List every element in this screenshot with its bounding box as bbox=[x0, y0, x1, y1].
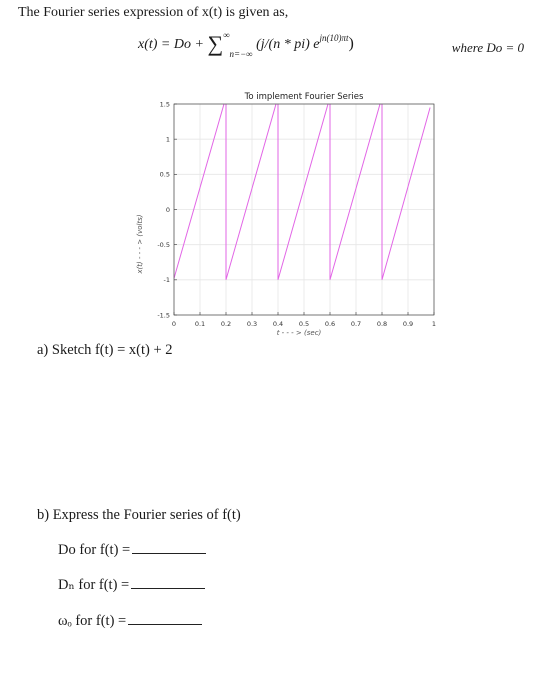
dn-answer-blank[interactable] bbox=[131, 576, 205, 589]
y-tick-label: 0.5 bbox=[159, 170, 170, 179]
x-tick-label: 0.9 bbox=[402, 320, 414, 328]
x-tick-label: 0.7 bbox=[350, 320, 362, 328]
x-tick-label: 0.3 bbox=[246, 320, 258, 328]
do-answer-line bbox=[58, 541, 206, 559]
equation-exponent: jn(10)πt bbox=[319, 33, 349, 43]
equation-lhs: x(t) = Do + bbox=[138, 37, 204, 52]
x-tick-label: 1 bbox=[431, 320, 437, 328]
x-tick-label: 0.1 bbox=[194, 320, 206, 328]
equation-term: (j/(n * pi) e bbox=[256, 37, 320, 52]
dn-label: Dₙ for f(t) = bbox=[58, 577, 130, 593]
y-tick-label: -0.5 bbox=[157, 240, 170, 249]
y-tick-label: -1.5 bbox=[157, 311, 170, 320]
x-tick-label: 0.6 bbox=[324, 320, 336, 328]
sum-lower-limit: n=−∞ bbox=[229, 49, 253, 59]
sum-symbol: ∑ bbox=[207, 31, 224, 56]
y-tick-label: 1.5 bbox=[159, 100, 170, 109]
x-tick-label: 0 bbox=[171, 320, 177, 328]
fourier-series-chart bbox=[130, 84, 440, 346]
x-tick-label: 0.5 bbox=[298, 320, 310, 328]
do-answer-blank[interactable] bbox=[132, 541, 206, 554]
chart-title: To implement Fourier Series bbox=[244, 92, 364, 102]
y-tick-label: 1 bbox=[165, 135, 170, 144]
chart-ylabel: x(t) - - - > (volts) bbox=[136, 214, 144, 274]
wo-answer-line bbox=[58, 612, 202, 630]
sum-upper-limit: ∞ bbox=[223, 30, 230, 40]
equation-close: ) bbox=[348, 35, 354, 52]
x-tick-label: 0.4 bbox=[272, 320, 284, 328]
question-b: b) Express the Fourier series of f(t) bbox=[37, 507, 241, 523]
chart-grid bbox=[174, 104, 434, 315]
question-a: a) Sketch f(t) = x(t) + 2 bbox=[37, 342, 173, 358]
wo-answer-blank[interactable] bbox=[128, 612, 202, 625]
y-tick-label: 0 bbox=[165, 205, 170, 214]
intro-text: The Fourier series expression of x(t) is given as, bbox=[18, 5, 289, 20]
wo-label: ωₒ for f(t) = bbox=[58, 613, 127, 629]
where-do-note: where Do = 0 bbox=[451, 40, 524, 55]
x-tick-label: 0.2 bbox=[220, 320, 232, 328]
y-tick-label: -1 bbox=[163, 276, 170, 285]
do-label: Do for f(t) = bbox=[58, 542, 131, 558]
dn-answer-line bbox=[58, 576, 205, 594]
x-tick-label: 0.8 bbox=[376, 320, 388, 328]
fourier-equation bbox=[138, 30, 354, 59]
chart-xlabel: t - - - > (sec) bbox=[276, 329, 322, 337]
